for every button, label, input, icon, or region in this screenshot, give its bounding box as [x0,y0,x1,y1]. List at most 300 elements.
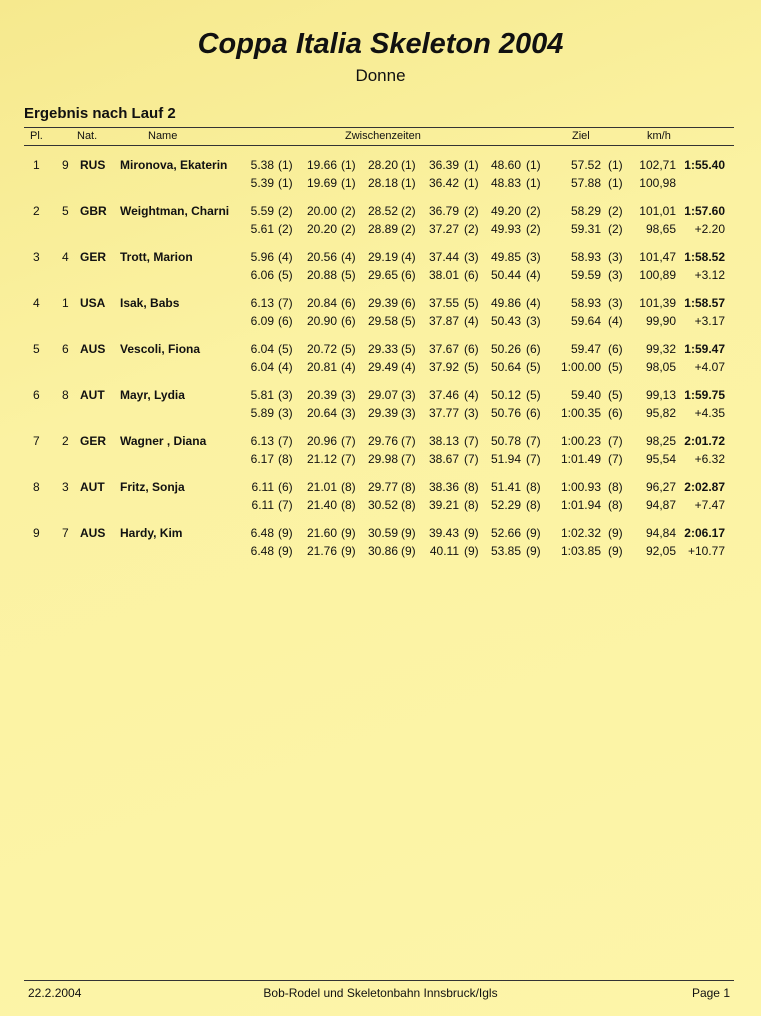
split-time: 20.39 [306,388,337,402]
section-title: Ergebnis nach Lauf 2 [24,105,176,122]
split-rank: (8) [341,498,356,512]
finish-rank: (7) [608,452,623,466]
split-rank: (1) [526,176,541,190]
total-time: 2:06.17 [684,526,725,540]
nation-cell: GER [80,250,107,264]
split-time: 50.78 [490,434,521,448]
split-time: 37.67 [428,342,459,356]
finish-time: 1:00.93 [560,480,601,494]
split-time: 29.39 [367,406,398,420]
footer-date: 22.2.2004 [28,986,82,1000]
split-rank: (7) [464,434,479,448]
speed-kmh: 98,65 [645,222,676,236]
split-time: 37.44 [428,250,459,264]
split-time: 20.81 [306,360,337,374]
bib-cell: 5 [62,204,69,218]
split-time: 30.86 [367,544,398,558]
finish-rank: (5) [608,360,623,374]
split-rank: (7) [526,452,541,466]
speed-kmh: 94,87 [645,498,676,512]
finish-time: 59.59 [570,268,601,282]
split-rank: (4) [464,388,479,402]
time-behind: +3.12 [694,268,725,282]
finish-time: 1:00.23 [560,434,601,448]
time-behind: +6.32 [694,452,725,466]
finish-time: 57.52 [570,158,601,172]
finish-rank: (3) [608,250,623,264]
split-rank: (8) [464,498,479,512]
bib-cell: 8 [62,388,69,402]
nation-cell: GER [80,434,107,448]
split-time: 20.00 [306,204,337,218]
split-time: 49.93 [490,222,521,236]
split-time: 39.43 [428,526,459,540]
column-header-name: Name [148,130,178,142]
split-rank: (2) [278,204,293,218]
split-rank: (4) [401,250,416,264]
split-time: 20.64 [306,406,337,420]
split-time: 48.83 [490,176,521,190]
split-time: 51.94 [490,452,521,466]
finish-time: 1:01.94 [560,498,601,512]
split-rank: (1) [464,176,479,190]
split-time: 37.87 [428,314,459,328]
finish-time: 1:03.85 [560,544,601,558]
split-rank: (6) [464,342,479,356]
split-rank: (6) [464,268,479,282]
speed-kmh: 98,05 [645,360,676,374]
split-rank: (5) [464,360,479,374]
bib-cell: 2 [62,434,69,448]
split-rank: (2) [464,204,479,218]
split-time: 19.69 [306,176,337,190]
split-rank: (9) [278,544,293,558]
bib-cell: 9 [62,158,69,172]
split-rank: (5) [401,314,416,328]
finish-rank: (3) [608,268,623,282]
document-title: Coppa Italia Skeleton 2004 [197,28,564,60]
split-time: 6.06 [250,268,274,282]
split-time: 30.52 [367,498,398,512]
finish-rank: (7) [608,434,623,448]
split-rank: (7) [464,452,479,466]
rank-cell: 2 [33,204,40,218]
split-time: 28.52 [367,204,398,218]
split-rank: (8) [278,452,293,466]
total-time: 1:55.40 [684,158,725,172]
split-rank: (3) [278,388,293,402]
split-rank: (9) [401,544,416,558]
finish-rank: (9) [608,526,623,540]
split-rank: (9) [341,526,356,540]
split-rank: (4) [278,250,293,264]
split-rank: (2) [401,222,416,236]
split-time: 40.11 [429,544,459,558]
rank-cell: 8 [33,480,40,494]
split-rank: (5) [341,268,356,282]
split-time: 5.61 [250,222,274,236]
split-time: 29.65 [367,268,398,282]
finish-rank: (4) [608,314,623,328]
split-rank: (6) [278,314,293,328]
bib-cell: 4 [62,250,69,264]
rank-cell: 4 [33,296,40,310]
finish-time: 57.88 [570,176,601,190]
split-time: 6.09 [250,314,274,328]
split-time: 50.12 [490,388,521,402]
split-time: 20.96 [306,434,337,448]
speed-kmh: 101,47 [639,250,676,264]
bib-cell: 3 [62,480,69,494]
finish-time: 1:00.00 [560,360,601,374]
athlete-name: Wagner , Diana [120,434,207,448]
bib-cell: 6 [62,342,69,356]
split-rank: (3) [464,406,479,420]
split-time: 36.79 [428,204,459,218]
finish-time: 58.29 [570,204,601,218]
finish-time: 58.93 [570,296,601,310]
finish-time: 58.93 [570,250,601,264]
split-time: 6.48 [250,526,274,540]
split-rank: (8) [464,480,479,494]
split-time: 28.18 [367,176,398,190]
split-rank: (9) [401,526,416,540]
split-rank: (8) [401,480,416,494]
split-rank: (1) [401,176,416,190]
athlete-name: Mironova, Ekaterin [120,158,228,172]
split-time: 29.98 [367,452,398,466]
split-rank: (6) [526,406,541,420]
split-rank: (5) [526,360,541,374]
split-rank: (4) [278,360,293,374]
split-time: 5.96 [250,250,274,264]
split-rank: (6) [401,296,416,310]
split-time: 29.19 [367,250,398,264]
split-rank: (3) [401,406,416,420]
split-time: 29.77 [367,480,398,494]
nation-cell: AUT [80,480,105,494]
split-time: 36.39 [428,158,459,172]
split-time: 5.59 [250,204,274,218]
document-subtitle: Donne [355,66,406,85]
finish-rank: (2) [608,222,623,236]
split-time: 49.86 [490,296,521,310]
athlete-name: Hardy, Kim [120,526,183,540]
split-time: 20.20 [306,222,337,236]
header-divider [24,127,734,128]
split-rank: (5) [278,268,293,282]
speed-kmh: 99,32 [645,342,676,356]
split-rank: (4) [526,296,541,310]
time-behind: +4.07 [694,360,725,374]
split-time: 50.26 [490,342,521,356]
split-rank: (6) [526,342,541,356]
speed-kmh: 99,90 [645,314,676,328]
split-time: 29.07 [367,388,398,402]
split-time: 6.11 [251,498,274,512]
split-rank: (8) [401,498,416,512]
split-time: 21.76 [306,544,337,558]
split-rank: (2) [464,222,479,236]
split-time: 28.89 [367,222,398,236]
column-header-divider [24,145,734,146]
nation-cell: GBR [80,204,107,218]
total-time: 1:58.52 [684,250,725,264]
finish-rank: (6) [608,406,623,420]
split-rank: (5) [464,296,479,310]
rank-cell: 9 [33,526,40,540]
split-time: 29.49 [367,360,398,374]
split-rank: (2) [526,204,541,218]
finish-time: 1:01.49 [560,452,601,466]
split-rank: (3) [341,406,356,420]
split-rank: (6) [278,480,293,494]
split-rank: (2) [401,204,416,218]
split-time: 29.33 [367,342,398,356]
finish-time: 1:02.32 [560,526,601,540]
nation-cell: AUT [80,388,105,402]
split-time: 28.20 [367,158,398,172]
time-behind: +4.35 [694,406,725,420]
split-time: 6.48 [250,544,274,558]
split-time: 6.13 [250,434,274,448]
split-time: 19.66 [306,158,337,172]
split-time: 38.01 [428,268,459,282]
bib-cell: 1 [62,296,69,310]
split-rank: (1) [464,158,479,172]
split-rank: (5) [401,342,416,356]
rank-cell: 3 [33,250,40,264]
split-rank: (5) [341,342,356,356]
finish-rank: (5) [608,388,623,402]
split-rank: (3) [526,250,541,264]
bib-cell: 7 [62,526,69,540]
split-time: 29.58 [367,314,398,328]
total-time: 1:59.75 [684,388,725,402]
split-rank: (9) [526,544,541,558]
split-time: 37.46 [428,388,459,402]
speed-kmh: 94,84 [645,526,676,540]
time-behind: +2.20 [694,222,725,236]
split-rank: (4) [401,360,416,374]
split-rank: (7) [278,296,293,310]
split-time: 52.29 [490,498,521,512]
finish-rank: (3) [608,296,623,310]
finish-rank: (1) [608,158,623,172]
split-time: 21.12 [306,452,337,466]
split-time: 30.59 [367,526,398,540]
split-time: 38.13 [428,434,459,448]
athlete-name: Fritz, Sonja [120,480,185,494]
split-rank: (1) [341,158,356,172]
speed-kmh: 102,71 [639,158,676,172]
time-behind: +3.17 [694,314,725,328]
speed-kmh: 101,39 [639,296,676,310]
split-time: 20.90 [306,314,337,328]
split-rank: (6) [341,314,356,328]
split-time: 21.40 [306,498,337,512]
time-behind: +7.47 [694,498,725,512]
column-header-nat: Nat. [77,130,98,142]
split-rank: (1) [278,176,293,190]
athlete-name: Mayr, Lydia [120,388,185,402]
split-rank: (2) [341,204,356,218]
split-time: 29.76 [367,434,398,448]
nation-cell: RUS [80,158,106,172]
split-rank: (2) [526,222,541,236]
split-time: 5.89 [250,406,274,420]
total-time: 1:59.47 [684,342,725,356]
athlete-name: Trott, Marion [120,250,193,264]
split-rank: (1) [401,158,416,172]
split-time: 5.81 [250,388,274,402]
split-rank: (1) [341,176,356,190]
split-rank: (7) [401,434,416,448]
split-rank: (9) [464,526,479,540]
split-time: 5.38 [250,158,274,172]
split-rank: (4) [341,250,356,264]
split-rank: (1) [526,158,541,172]
split-time: 49.20 [490,204,521,218]
split-time: 50.44 [490,268,521,282]
split-rank: (4) [464,314,479,328]
finish-time: 59.40 [570,388,601,402]
split-time: 52.66 [490,526,521,540]
split-rank: (7) [278,434,293,448]
split-time: 50.64 [490,360,521,374]
finish-rank: (9) [608,544,623,558]
split-rank: (7) [341,452,356,466]
column-header-splits: Zwischenzeiten [345,130,421,142]
speed-kmh: 99,13 [645,388,676,402]
speed-kmh: 100,98 [639,176,676,190]
split-time: 48.60 [490,158,521,172]
finish-rank: (6) [608,342,623,356]
nation-cell: USA [80,296,106,310]
split-rank: (6) [401,268,416,282]
finish-rank: (8) [608,498,623,512]
split-time: 20.72 [306,342,337,356]
total-time: 2:01.72 [684,434,725,448]
split-rank: (9) [526,526,541,540]
split-rank: (7) [526,434,541,448]
speed-kmh: 92,05 [645,544,676,558]
split-time: 38.36 [428,480,459,494]
split-rank: (9) [341,544,356,558]
split-rank: (4) [341,360,356,374]
speed-kmh: 98,25 [645,434,676,448]
split-time: 20.56 [306,250,337,264]
split-rank: (4) [526,268,541,282]
rank-cell: 6 [33,388,40,402]
split-time: 50.76 [490,406,521,420]
split-rank: (3) [341,388,356,402]
split-rank: (6) [341,296,356,310]
nation-cell: AUS [80,526,106,540]
split-time: 39.21 [428,498,459,512]
split-time: 20.88 [306,268,337,282]
split-rank: (1) [278,158,293,172]
split-time: 51.41 [490,480,521,494]
split-time: 20.84 [306,296,337,310]
split-time: 6.04 [250,342,274,356]
rank-cell: 5 [33,342,40,356]
split-time: 53.85 [490,544,521,558]
split-rank: (5) [278,342,293,356]
split-time: 37.77 [428,406,459,420]
finish-rank: (2) [608,204,623,218]
split-rank: (2) [278,222,293,236]
split-rank: (7) [278,498,293,512]
split-time: 6.13 [250,296,274,310]
split-time: 21.60 [306,526,337,540]
speed-kmh: 95,54 [645,452,676,466]
split-time: 37.27 [428,222,459,236]
split-rank: (3) [278,406,293,420]
athlete-name: Vescoli, Fiona [120,342,201,356]
finish-rank: (1) [608,176,623,190]
split-rank: (5) [526,388,541,402]
column-header-pl: Pl. [30,130,43,142]
rank-cell: 1 [33,158,40,172]
split-time: 50.43 [490,314,521,328]
split-time: 5.39 [250,176,274,190]
split-rank: (3) [401,388,416,402]
finish-rank: (8) [608,480,623,494]
athlete-name: Weightman, Charni [120,204,230,218]
split-rank: (8) [526,480,541,494]
total-time: 1:57.60 [684,204,725,218]
column-header-ziel: Ziel [572,130,590,142]
speed-kmh: 95,82 [645,406,676,420]
footer-venue: Bob-Rodel und Skeletonbahn Innsbruck/Igls [263,986,498,1000]
split-rank: (8) [526,498,541,512]
split-time: 37.92 [428,360,459,374]
split-rank: (7) [401,452,416,466]
split-rank: (9) [278,526,293,540]
finish-time: 59.64 [570,314,601,328]
speed-kmh: 101,01 [639,204,676,218]
total-time: 2:02.87 [684,480,725,494]
footer-divider [24,980,734,981]
speed-kmh: 100,89 [639,268,676,282]
split-time: 29.39 [367,296,398,310]
finish-time: 59.47 [570,342,601,356]
split-time: 21.01 [306,480,337,494]
column-header-kmh: km/h [647,130,671,142]
athlete-name: Isak, Babs [120,296,180,310]
split-time: 6.17 [250,452,274,466]
total-time: 1:58.57 [684,296,725,310]
split-rank: (8) [341,480,356,494]
split-time: 37.55 [428,296,459,310]
finish-time: 59.31 [570,222,601,236]
speed-kmh: 96,27 [645,480,676,494]
split-time: 38.67 [428,452,459,466]
split-rank: (3) [526,314,541,328]
rank-cell: 7 [33,434,40,448]
split-rank: (7) [341,434,356,448]
footer-page: Page 1 [691,986,730,1000]
split-rank: (2) [341,222,356,236]
split-time: 6.11 [251,480,274,494]
nation-cell: AUS [80,342,106,356]
split-time: 6.04 [250,360,274,374]
split-rank: (9) [464,544,479,558]
finish-time: 1:00.35 [560,406,601,420]
split-rank: (3) [464,250,479,264]
split-time: 49.85 [490,250,521,264]
